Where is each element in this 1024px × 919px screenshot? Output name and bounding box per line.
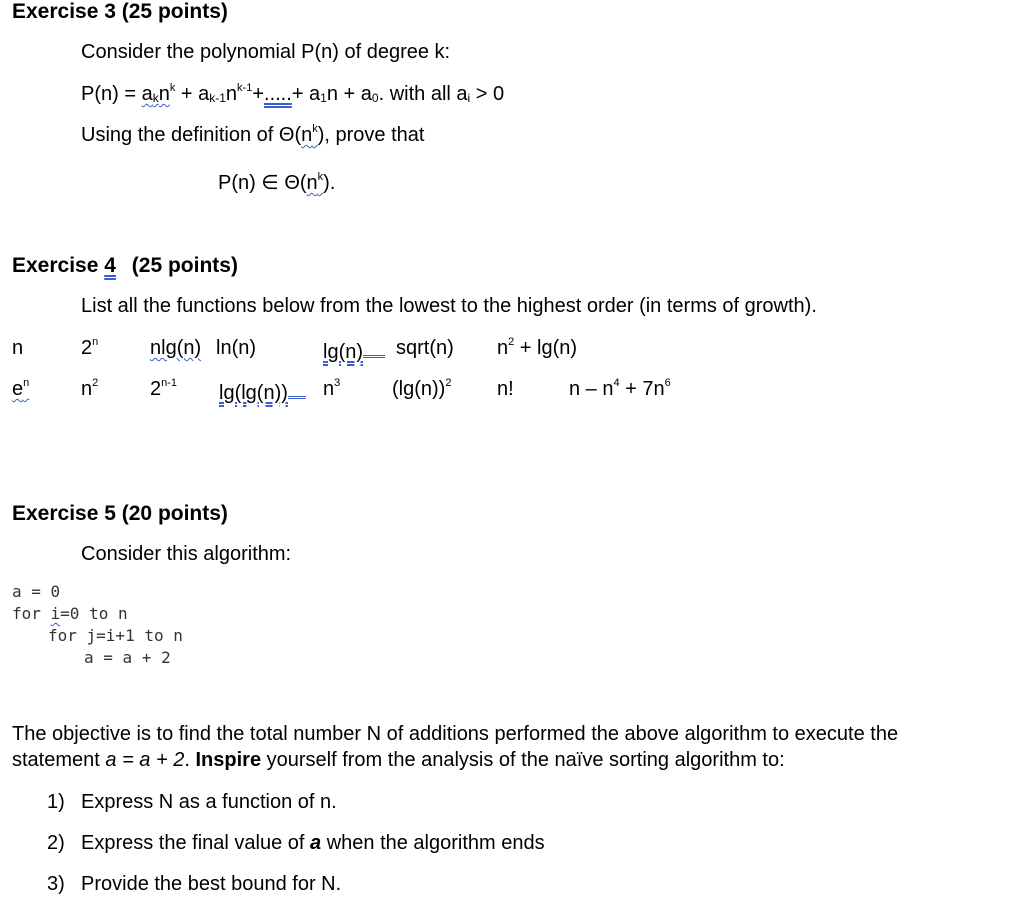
- objective-line-2: [12, 749, 785, 772]
- exercise-4-title: [12, 254, 238, 278]
- poly-n1: n: [158, 83, 170, 105]
- obj-inspire: Inspire: [195, 749, 262, 771]
- ex3-definition-line: [81, 124, 424, 147]
- fn-lgsq-base: (lg(n)): [392, 378, 446, 400]
- fn-n-cubed: [323, 378, 340, 401]
- fn-sqrtn: sqrt(n): [396, 337, 454, 359]
- def-pre: Using the definition of: [81, 124, 279, 146]
- fn-lgn: [323, 337, 385, 364]
- obj-rest: yourself from the analysis of the naïve sorting algorithm to:: [261, 749, 785, 771]
- code-range: =0 to n: [60, 604, 128, 623]
- objective-line-1: The objective is to find the total number N of additions performed the above algorithm to execute the: [12, 723, 899, 745]
- exercise-3-title: Exercise 3 (25 points): [12, 0, 228, 23]
- fn-2-pow-n: [81, 337, 98, 360]
- ex3-claim: [218, 170, 335, 195]
- claim-k: k: [317, 171, 324, 183]
- poly-plus3: + a: [291, 83, 321, 105]
- poly-n2: n: [225, 83, 238, 105]
- poly-dots: .....: [264, 83, 292, 105]
- fn-lglgn-text: lg(lg(n)): [219, 382, 288, 404]
- ex4-title-num: 4: [104, 254, 116, 277]
- claim-nk: [307, 172, 324, 194]
- fn-nlgn: [150, 337, 201, 360]
- code-line-3: for j=i+1 to n: [48, 626, 183, 645]
- fn-lglgn: [219, 378, 306, 405]
- fn-poly-exp4: 4: [613, 377, 620, 389]
- fn-2-exp: n: [92, 336, 99, 348]
- obj-statement-label: statement: [12, 749, 106, 771]
- question-3-number: 3): [47, 873, 65, 895]
- fn-n3-base: n: [323, 378, 335, 400]
- obj-statement: a = a + 2: [105, 749, 185, 771]
- obj-period: .: [184, 749, 196, 771]
- fn-2-pow-n-1: [150, 378, 177, 401]
- ex4-instruction: List all the functions below from the lowest to the highest order (in terms of growth).: [81, 295, 817, 317]
- poly-k-sup: k: [169, 82, 176, 94]
- fn-n-factorial: n!: [497, 378, 514, 400]
- fn-lgsq-exp: 2: [445, 377, 452, 389]
- code-for: for: [12, 604, 51, 623]
- def-n: n: [301, 124, 313, 146]
- fn-lglgn-trail: [288, 378, 306, 399]
- question-2-number: 2): [47, 832, 65, 854]
- poly-ak: a: [141, 83, 153, 105]
- claim-pre: P(n) ∈ Θ(: [218, 172, 307, 194]
- ex3-intro: Consider the polynomial P(n) of degree k:: [81, 41, 451, 63]
- q2-text-a: Express the final value of: [81, 832, 311, 854]
- q2-text-b: when the algorithm ends: [321, 832, 545, 854]
- poly-gt: > 0: [470, 83, 505, 105]
- ex4-title-b: (25 points): [125, 254, 238, 277]
- fn-e-wavy: [12, 378, 29, 400]
- exercise-5-title: Exercise 5 (20 points): [12, 502, 228, 525]
- fn-poly-a: n – n: [569, 378, 614, 400]
- question-3: Provide the best bound for N.: [81, 873, 342, 895]
- fn-2-base: 2: [81, 337, 93, 359]
- fn-n3-exp: 3: [334, 377, 341, 389]
- ex4-title-a: Exercise: [12, 254, 105, 277]
- question-1: Express N as a function of n.: [81, 791, 337, 813]
- fn-n2lg-exp: 2: [508, 336, 515, 348]
- poly-sub-0: 0: [371, 91, 379, 105]
- fn-n2-plus-lgn: [497, 337, 577, 360]
- fn-n-squared: [81, 378, 98, 401]
- ex3-polynomial: [81, 83, 504, 106]
- code-line-4: a = a + 2: [84, 648, 171, 667]
- poly-n3: n + a: [326, 83, 372, 105]
- code-line-1: a = 0: [12, 582, 61, 601]
- fn-n2lg-rest: + lg(n): [514, 337, 578, 359]
- fn-polynomial: [569, 378, 671, 401]
- fn-lgn-trail: [363, 337, 385, 358]
- poly-ak-sub: k: [152, 91, 159, 105]
- def-nk: [301, 124, 318, 146]
- claim-n: n: [306, 172, 318, 194]
- fn-e-exp: n: [23, 377, 30, 389]
- fn-2n1-base: 2: [150, 378, 162, 400]
- fn-n2lg-n: n: [497, 337, 509, 359]
- fn-poly-exp6: 6: [664, 377, 671, 389]
- claim-post: ).: [323, 172, 336, 194]
- q2-variable: a: [310, 832, 322, 854]
- poly-sup-k1: k-1: [237, 82, 253, 94]
- code-line-2: [12, 604, 128, 623]
- fn-2n1-exp: n-1: [161, 377, 178, 389]
- poly-ak-term: [142, 83, 170, 105]
- def-k: k: [312, 123, 318, 135]
- question-1-number: 1): [47, 791, 65, 813]
- fn-poly-b: + 7n: [619, 378, 665, 400]
- ex5-intro: Consider this algorithm:: [81, 543, 292, 565]
- poly-sub-i: i: [467, 91, 471, 105]
- poly-sub-1: 1: [320, 91, 327, 105]
- def-post: ), prove that: [317, 124, 425, 146]
- fn-e-base: e: [12, 378, 24, 400]
- code-i: i: [50, 604, 61, 623]
- fn-lnn: ln(n): [216, 337, 257, 359]
- poly-lhs: P(n) =: [81, 83, 142, 105]
- question-2: [81, 832, 545, 855]
- poly-tail: . with all a: [378, 83, 468, 105]
- poly-plus1: + a: [175, 83, 210, 105]
- fn-lgn-squared: [392, 378, 451, 401]
- fn-n: n: [12, 337, 24, 359]
- fn-e-pow-n: [12, 378, 29, 401]
- fn-nlgn-text: nlg(n): [150, 337, 202, 359]
- fn-n2-exp: 2: [92, 377, 99, 389]
- poly-sub-k1: k-1: [209, 91, 226, 105]
- poly-plus2: +: [252, 83, 265, 105]
- theta-open: Θ(: [278, 124, 302, 146]
- fn-lgn-text: lg(n): [323, 341, 364, 363]
- fn-n2-base: n: [81, 378, 93, 400]
